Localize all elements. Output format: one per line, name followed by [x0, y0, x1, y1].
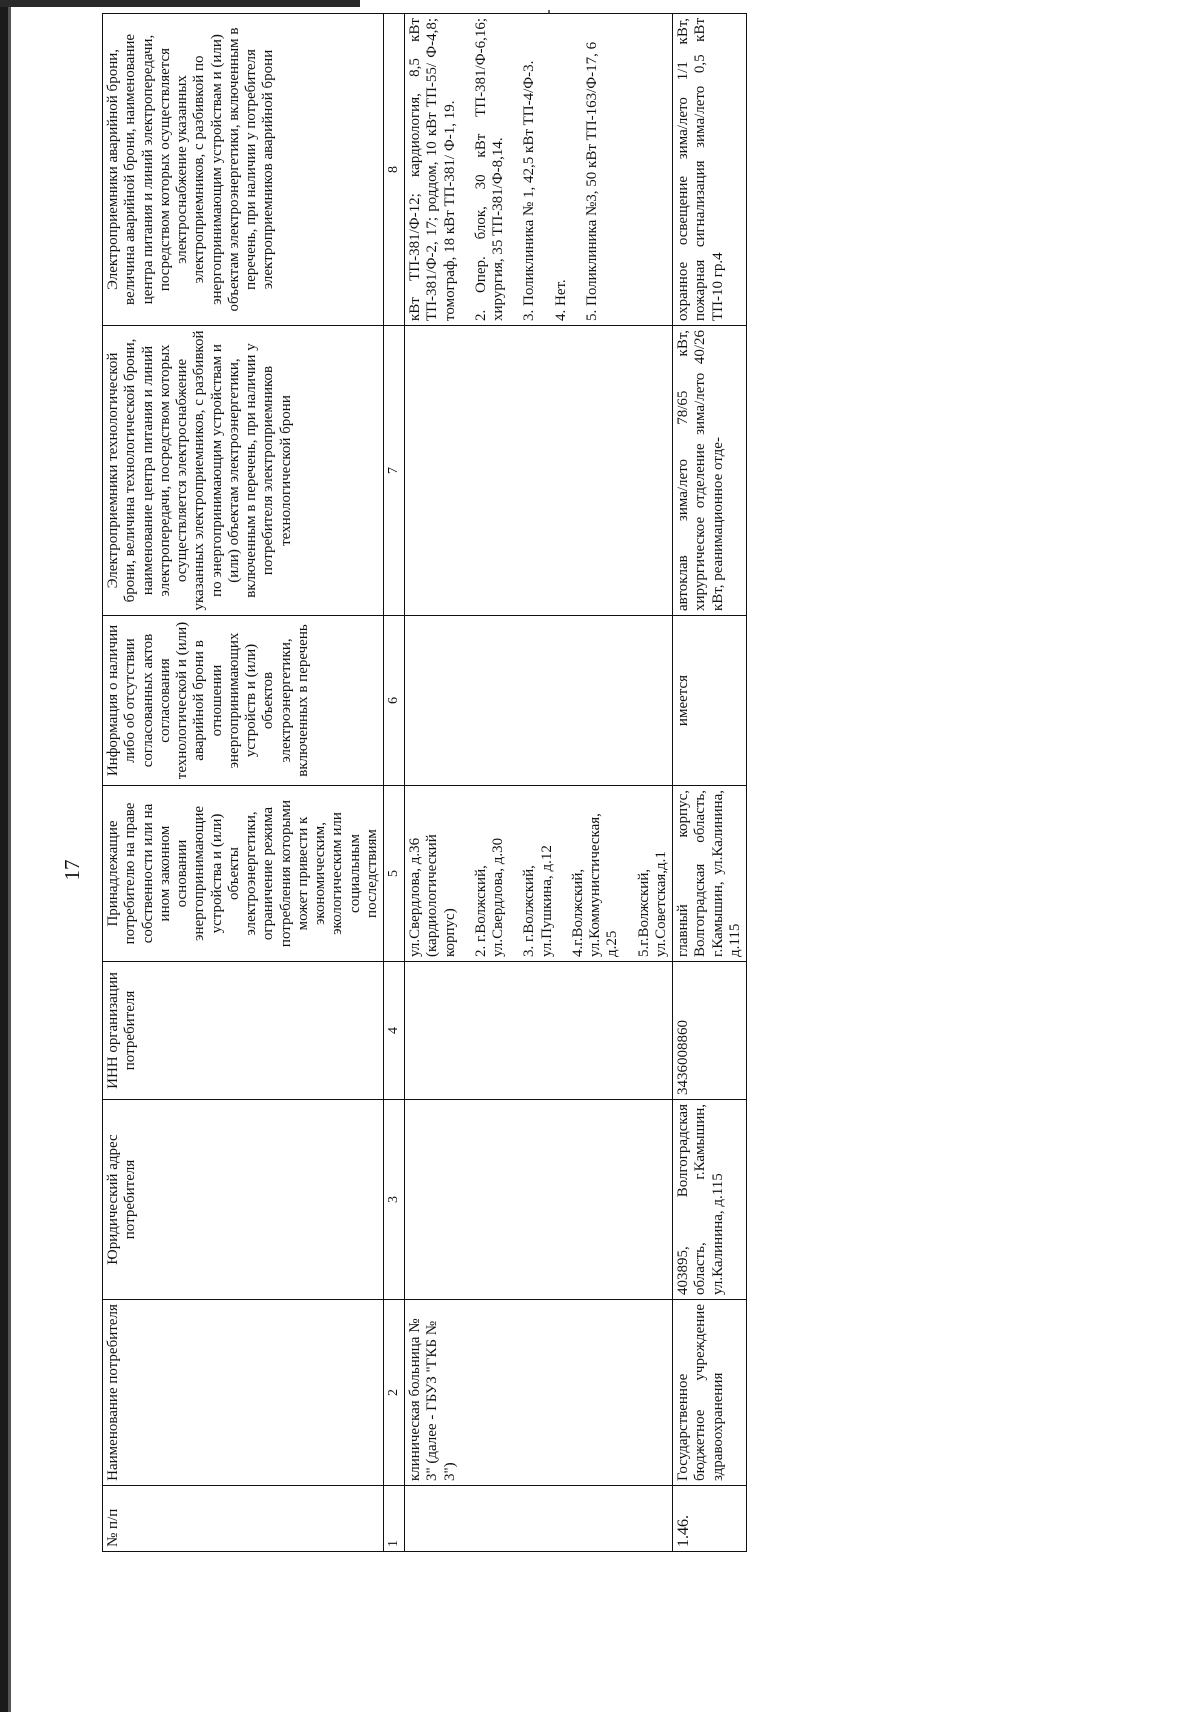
header-col-6: Информация о наличии либо об отсутствии согласованных актов согласования технологической и (или) аварийной брони в отношении энергопринимающих устройств и (или) объектов электроэнергетики, включенных в перечень	[103, 616, 384, 786]
object-item: 5.г.Волжский, ул.Советская,д.1	[635, 851, 669, 957]
header-col-2: Наименование потребителя	[103, 1300, 384, 1486]
cont-objects	[405, 786, 673, 962]
emergency-item: 2. Опер. блок, 30 кВт ТП-381/Ф-6,16; хирургия, 35 ТП-381/Ф-8,14.	[472, 18, 507, 321]
row-name: Государственное бюджетное учреждение здравоохранения	[673, 1300, 747, 1486]
row-emergency: охранное освещение зима/лето 1/1 кВт, пожарная сигнализация зима/лето 0,5 кВт ТП-10 гр.4	[673, 14, 747, 326]
cont-technological	[405, 326, 673, 616]
object-item: 2. г.Волжский, ул.Свердлова, д.30	[472, 837, 507, 957]
cont-emergency	[405, 14, 673, 326]
object-item: 3. г.Волжский, ул.Пушкина, д.12	[521, 845, 555, 957]
object-item: 4.г.Волжский, ул.Коммунистическая, д.25	[569, 813, 621, 957]
header-row	[103, 14, 384, 1552]
colnum-3: 3	[384, 1100, 405, 1300]
table-row-continued	[405, 14, 673, 1552]
colnum-5: 5	[384, 786, 405, 962]
row-inn: 3436008860	[673, 962, 747, 1100]
row-address: 403895, Волгоградская область, г.Камышин, ул.Калинина, д.115	[673, 1100, 747, 1300]
cont-acts	[405, 616, 673, 786]
table-row-1-46	[673, 14, 747, 1552]
header-col-7: Электроприемники технологической брони, величина технологической брони, наименование центра питания и линий электропередачи, посредством которых осуществляется электроснабжение указанных электроприемников, с разбивкой по энергопринимающим устройствам и (или) объектам электроэнергетики, включенным в перечень, при наличии у потребителя электроприемников технологической брони	[103, 326, 384, 616]
colnum-4: 4	[384, 962, 405, 1100]
emergency-item: кВт ТП-381/Ф-12; кардиология, 8,5 кВт ТП-381/Ф-2, 17; роддом, 10 кВт ТП-55/ Ф-4,8; томограф, 18 кВт ТП-381/ Ф-1, 19.	[407, 18, 458, 321]
column-number-row	[384, 14, 405, 1552]
cont-address	[405, 1100, 673, 1300]
header-col-8: Электроприемники аварийной брони, величина аварийной брони, наименование центра питания и линий электропередачи, посредством которых осуществляется электроснабжение указанных электроприемников, с разбивкой по энергопринимающим устройствам и (или) объектам электроэнергетики, включенным в перечень, при наличии у потребителя электроприемников аварийной брони	[103, 14, 384, 326]
colnum-2: 2	[384, 1300, 405, 1486]
colnum-1: 1	[384, 1486, 405, 1552]
header-col-4: ИНН организации потребителя	[103, 962, 384, 1100]
row-technological: автоклав зима/лето 78/65 кВт, хирургическое отделение зима/лето 40/26 кВт, реанимационное отде-	[673, 326, 747, 616]
header-col-5: Принадлежащие потребителю на праве собственности или на ином законном основании энергопринимающие устройства и (или) объекты электроэнергетики, ограничение режима потребления которыми может привести к экономическим, экологическим или социальным последствиям	[103, 786, 384, 962]
colnum-6: 6	[384, 616, 405, 786]
cont-inn	[405, 962, 673, 1100]
row-acts: имеется	[673, 616, 747, 786]
header-col-3: Юридический адрес потребителя	[103, 1100, 384, 1300]
emergency-item: 4. Нет.	[552, 279, 569, 321]
row-number: 1.46.	[673, 1486, 747, 1552]
cont-name: клиническая больница № 3" (далее - ГБУЗ "ГКБ № 3")	[405, 1300, 673, 1486]
row-objects: главный корпус, Волгоградская область, г.Камышин, ул.Калинина, д.115	[673, 786, 747, 962]
cont-number	[405, 1486, 673, 1552]
page-number: 17	[60, 859, 84, 881]
consumers-table	[102, 13, 747, 1552]
colnum-8: 8	[384, 14, 405, 326]
colnum-7: 7	[384, 326, 405, 616]
emergency-item: 3. Поликлиника № 1, 42,5 кВт ТП-4/Ф-3.	[521, 60, 538, 321]
emergency-item: 5. Поликлиника №3, 50 кВт ТП-163/Ф-17, 6	[583, 41, 600, 321]
object-item: ул.Свердлова, д.36 (кардиологический корпус)	[407, 834, 458, 957]
header-col-1: № п/п	[103, 1486, 384, 1552]
